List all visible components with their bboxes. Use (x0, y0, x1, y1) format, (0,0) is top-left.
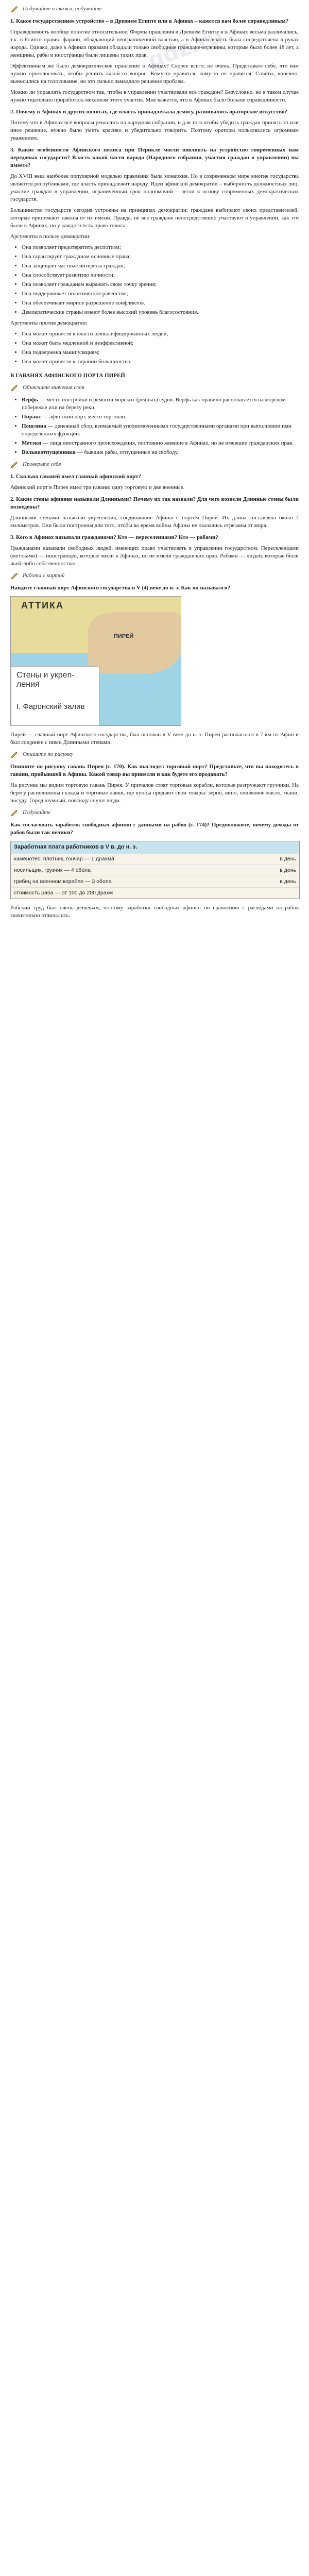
term-def: — денежный сбор, взимаемый уполномоченными государственными органами при выполнении ими определённых функций. (22, 423, 291, 437)
pencil-icon (10, 571, 20, 580)
list-item: • Она может быть медленной и неэффективной; (22, 340, 299, 347)
list-item: • Она поддерживает политическое равенство; (22, 290, 299, 298)
map-legend-gulf: I. Фаронский залив (16, 702, 85, 711)
term: Верфь (22, 397, 38, 403)
list-item: • Она гарантирует гражданам основные права; (22, 253, 299, 261)
summary-question: Как согласовать заработок свободных афинян с данными на рабов (с. 174)? Предположите, почему доходы от рабов были так велики? (10, 822, 299, 836)
term: Пошлина (22, 423, 46, 429)
map-pencil (10, 571, 299, 580)
pencil-icon (10, 4, 20, 13)
list-item: • Демократические страны имеют более высокий уровень благосостояния. (22, 309, 299, 316)
list-item: • Она способствует развитию личности; (22, 272, 299, 279)
table-row (11, 865, 299, 876)
paragraph-6: Большинство государств сегодня устроены на принципах демократии: граждане выбирают своих представителей, которые принимают законы от их имени. Правда, не все граждане непосредственно участвуют в управлении, как это было в Афинах, но у каждого есть право голоса. (10, 207, 299, 229)
table-row (11, 853, 299, 865)
paragraph-1: Справедливость вообще понятие относительное. Формы правления в Древнем Египте и в Афинах весьма различались, т.к. в Египте правил фараон, обладающий неограниченной властью, а в Афинах власть была сосредоточена в руках народа. Однако, даже в Афинах правами обладали только свободные граждане-мужчины, которым было более 18 лет, а женщины, рабы и иностранцы были лишены таких прав. (10, 29, 299, 58)
term-def: — место постройки и ремонта морских (речных) судов. Верфь как правило располагается на морском побережье или на берегу реки. (22, 397, 286, 411)
map-legend-title: Стены и укреп- ления (16, 671, 75, 689)
term-def: — бывшие рабы, отпущенные на свободу. (75, 449, 179, 455)
pencil-icon (10, 808, 20, 817)
term: Пиракс (22, 414, 41, 420)
summary-pencil-text: Подумайте (23, 809, 51, 816)
paragraph-2: Эффективным же было демократическое правление в Афинах? Скорее всего, не очень. Представьте себе, что вам нужно проголосовать, чтобы решить какой-то вопрос. Кому-то нравится, кому-то не нравится. Советы, конечно, выносились на голосование, но это сильно замедляло решение проблем. (10, 63, 299, 84)
picture-pencil (10, 750, 299, 759)
question-2: 2. Почему в Афинах и других полисах, где власть принадлежала демосу, развивалось ораторское искусство? (10, 109, 287, 115)
paragraph-4: Потому что в Афинах все вопросы решались на народном собрании, и для того чтобы убедить граждан принять то или иное решение, нужно было уметь красиво и убедительно говорить. Поэтому ораторы пользовались огромным уважением. (10, 120, 299, 141)
table-row (11, 887, 299, 899)
summary-answer: Рабский труд был очень дешёвым, поэтому заработки свободных афинян по сравнению с расходами на рабов значительно отличались. (10, 905, 299, 919)
term-item (22, 439, 299, 447)
pencil-icon (10, 750, 20, 759)
answer-s2-3: Гражданами называли свободных людей, имеющих право участвовать в управлении государством. Переселенцами (метэками) — иностранцев, которые жили в Афинах, но не имели гражданских прав. Рабами — людей, которые были чьей-либо собственностью. (10, 545, 299, 567)
terms-list (10, 396, 299, 456)
check-label: Проверьте себя (23, 461, 61, 467)
question-s2-2: 2. Какие стены афиняне называли Длинными? Почему их так назвали? Для чего возвели Длинные стены были возведены? (10, 496, 299, 510)
picture-answer: На рисунке мы видим торговую гавань Пирея. У причалов стоят торговые корабли, которые разгружают грузчики. На берегу расположены склады и торговые лавки, где купцы продают свои товары: зерно, вино, оливковое масло, ткани, посуду. Город шумный, повсюду снуют люди. (10, 782, 299, 804)
arguments-for-intro: Аргументы в пользу демократии: (10, 233, 91, 240)
page (10, 0, 299, 933)
table-row (11, 876, 299, 887)
section2-pencil (10, 383, 299, 392)
section-title-2: В ГАВАНЯХ АФИНСКОГО ПОРТА ПИРЕЙ (10, 372, 125, 379)
wages-table (10, 841, 300, 899)
map-pencil-text: Работа с картой (23, 572, 65, 579)
list-item: • Она позволяет предотвратить деспотизм; (22, 244, 299, 251)
picture-pencil-text: Опишите по рисунку (23, 751, 74, 757)
arguments-for-list (10, 244, 299, 316)
header-pencil (10, 4, 299, 13)
table-cell: в день (280, 856, 296, 862)
answer-s2-2: Длинными стенами называли укрепления, соединявшие Афины с портом Пирей. Их длина составляла около 7 километров. Они были построены для того, чтобы во время войны Афины не оказались отрезаны от моря. (10, 515, 299, 529)
list-item: • Она обеспечивает мирное разрешение конфликтов. (22, 299, 299, 307)
term-item (22, 413, 299, 421)
map-answer: Пирей — главный порт Афинского государства, был основан в V веке до н. э. Пирей располагался в 7 км от Афин и был соединён с ними Длинными стенами. (10, 732, 299, 745)
question-s2-1: 1. Сколько гаваней имел главный афинский порт? (10, 473, 142, 480)
term-item (22, 449, 299, 456)
term-item (22, 396, 299, 412)
arguments-against-list (10, 330, 299, 366)
paragraph-3: Можно ли управлять государством так, чтобы в управлении участвовали все граждане? Безусловно, но в таком случае нужно тщательно проработать механизм этого участия. Мне кажется, что в Афинах было больше справедливости. (10, 89, 299, 103)
pencil-icon (10, 460, 20, 469)
list-item: • Она может привести к власти неквалифицированных людей; (22, 330, 299, 338)
map-land (88, 612, 181, 674)
check-pencil (10, 460, 299, 469)
list-item: • Она позволяет гражданам выражать свою точку зрения; (22, 281, 299, 289)
question-1: 1. Какое государственное устройство – в Древнем Египте или в Афинах – кажется вам более справедливым? (10, 18, 289, 24)
map-legend (11, 666, 99, 726)
section2-pencil-text: Объясните значения слов (23, 384, 84, 391)
list-item: • Она подвержена манипуляциям; (22, 349, 299, 357)
map-label-attika: АТТИКА (21, 600, 64, 611)
picture-prompt: Опишите по рисунку гавань Пирея (с. 170). Как выглядел торговый порт? Представьте, что вы находитесь в гавани, прибывшей в Афины. Какой товар вы привезли и как будете его продавать? (10, 764, 299, 777)
table-cell: в день (280, 878, 296, 885)
list-item: • Она может привести к тирании большинства. (22, 358, 299, 366)
table-cell: в день (280, 867, 296, 873)
table-cell: носильщик, грузчик — 4 обола (14, 867, 91, 873)
term: Метэки (22, 440, 42, 446)
pencil-icon (10, 383, 20, 392)
term-def: — лица иностранного происхождения, постоянно жившие в Афинах, но не имевшие гражданских прав. (41, 440, 294, 446)
map-prompt: Найдите главный порт Афинского государства в V (4) веке до н. э. Как он назывался? (10, 585, 231, 591)
header-pencil-text: Подумайте и скажи, подумайте (23, 5, 102, 12)
map-image (10, 596, 181, 726)
term: Вольноотпущенники (22, 449, 76, 455)
term-def: — афинский порт, место торговли. (41, 414, 127, 420)
wages-table-head: Заработная плата работников в V в. до н. э. (11, 841, 299, 853)
watermark: gdz.ru (144, 23, 227, 73)
summary-pencil (10, 808, 299, 817)
paragraph-5: До XVIII века наиболее популярной моделью правления была монархия. Но в современном мире многие государства являются республиками, где власть принадлежит народу. Идеи афинской демократии – выборность должностных лиц, участие граждан в управлении, ограниченный срок полномочий – легли в основу современных демократических государств. (10, 173, 299, 202)
question-3: 3. Какие особенности Афинского полиса при Перикле могли повлиять на устройство современных нам передовых государств? Власть какой части народа (Народного собрания, участия граждан в управлении) вы имеете? (10, 147, 299, 168)
map-label-pirei: ПИРЕЙ (114, 633, 134, 639)
table-cell: гребец на военном корабле — 3 обола (14, 878, 112, 885)
arguments-against-intro: Аргументы против демократии: (10, 320, 88, 326)
answer-s2-1: Афинский порт в Пирее имел три гавани: одну торговую и две военные. (10, 484, 185, 490)
question-s2-3: 3. Кого в Афинах называли гражданами? Кто — переселенцами? Кто — рабами? (10, 534, 218, 540)
table-cell: каменотёс, плотник, гончар — 1 драхма (14, 856, 114, 862)
term-item (22, 422, 299, 438)
table-cell: стоимость раба — от 100 до 200 драхм (14, 890, 113, 896)
list-item: • Она защищает частные интересы граждан; (22, 262, 299, 270)
